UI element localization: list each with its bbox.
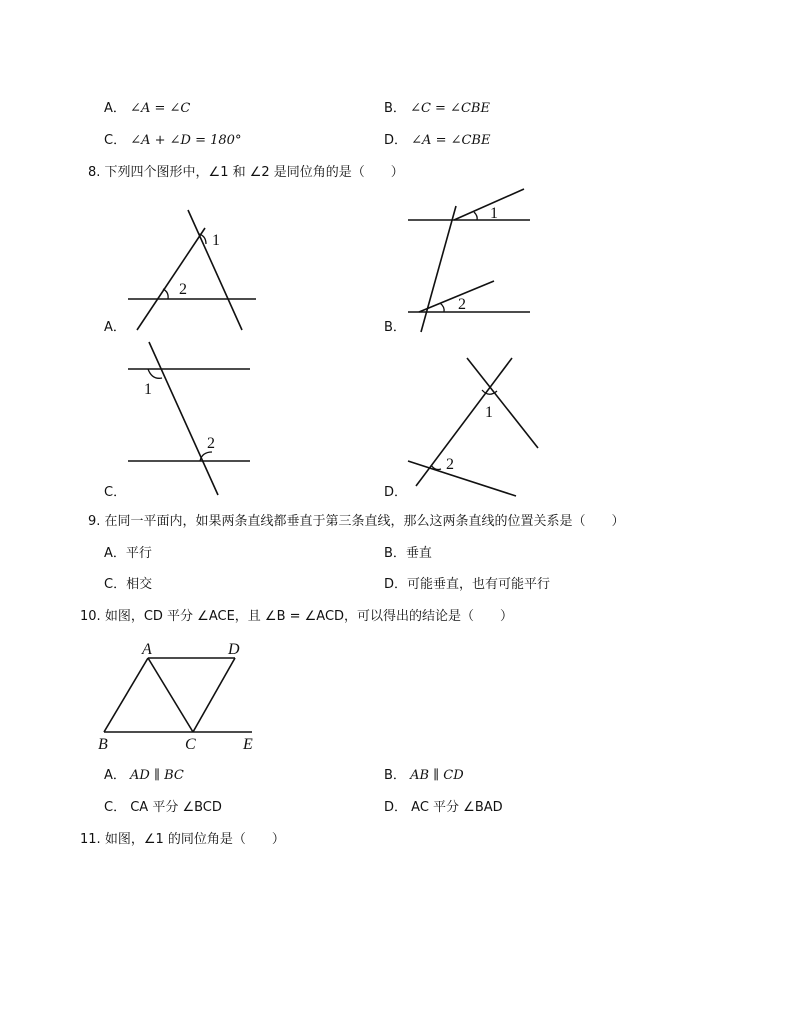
q9-option-b-text: 垂直 — [405, 546, 432, 561]
q10-option-d-label: D． — [384, 800, 408, 815]
q9-stem-text: 在同一平面内，如果两条直线都垂直于第三条直线，那么这两条直线的位置关系是（ ） — [104, 514, 625, 529]
fig-b-angle-2-arc — [440, 303, 444, 312]
q9-option-d[interactable] — [384, 577, 550, 593]
q10-option-d-text: AC 平分 ∠BAD — [411, 800, 503, 815]
fig-b-angle-1-label: 1 — [490, 205, 498, 222]
q10-option-d[interactable] — [384, 800, 503, 816]
fig-b-angle-2-label: 2 — [458, 296, 466, 313]
q7-option-a-text: ∠A = ∠C — [130, 101, 191, 116]
q10-option-b-label: B． — [384, 768, 406, 783]
q8-option-b-label[interactable]: B． — [384, 320, 406, 335]
q10-figure — [98, 641, 253, 753]
fig-c-angle-1-arc — [148, 369, 162, 378]
q9-option-a-label: A． — [104, 546, 126, 561]
q10-number: 10. — [80, 609, 101, 624]
fig-d-angle-2-label: 2 — [446, 456, 454, 473]
fig-d-angle-1-label: 1 — [485, 404, 493, 421]
q8-option-d-label[interactable]: D． — [384, 485, 408, 500]
q11-stem — [80, 832, 285, 848]
q10-option-a[interactable] — [104, 768, 184, 784]
fig-a-angle-2-label: 2 — [179, 281, 187, 298]
q10-stem — [80, 609, 513, 625]
q7-option-b-label: B． — [384, 101, 406, 116]
q8-stem-text: 下列四个图形中，∠1 和 ∠2 是同位角的是（ ） — [104, 165, 404, 180]
q10-segment-cd — [193, 658, 235, 732]
q8-option-c-label[interactable]: C． — [104, 485, 127, 500]
q8-option-a-label[interactable]: A． — [104, 320, 126, 335]
q10-label-d: D — [228, 641, 240, 658]
q10-stem-text: 如图，CD 平分 ∠ACE，且 ∠B = ∠ACD，可以得出的结论是（ ） — [104, 609, 514, 624]
fig-d-line-2 — [416, 358, 512, 486]
q8-figure-b — [408, 189, 530, 332]
fig-a-angle-1-label: 1 — [212, 232, 220, 249]
fig-c-angle-2-label: 2 — [207, 435, 215, 452]
q8-number: 8. — [88, 165, 101, 180]
q10-label-e: E — [243, 736, 253, 753]
fig-b-angle-1-arc — [474, 212, 477, 220]
q10-segment-ac — [148, 658, 193, 732]
fig-a-transversal-2 — [137, 228, 205, 330]
q10-option-a-text: AD ∥ BC — [130, 768, 184, 783]
q10-option-a-label: A． — [104, 768, 126, 783]
q10-option-c-text: CA 平分 ∠BCD — [130, 800, 222, 815]
fig-b-transversal — [421, 206, 456, 332]
q11-number: 11. — [80, 832, 101, 847]
q7-option-b-text: ∠C = ∠CBE — [410, 101, 490, 116]
fig-a-transversal-1 — [188, 210, 242, 330]
q9-option-b-label: B． — [384, 546, 406, 561]
q7-option-c-label: C． — [104, 133, 127, 148]
q7-option-c-text: ∠A + ∠D = 180° — [130, 133, 242, 148]
q9-option-c-text: 相交 — [126, 577, 153, 592]
fig-c-transversal — [149, 342, 218, 495]
fig-c-angle-1-label: 1 — [144, 381, 152, 398]
q9-option-c[interactable] — [104, 577, 152, 593]
q10-segment-ab — [104, 658, 148, 732]
q8-figure-c — [128, 342, 250, 495]
q10-label-b: B — [98, 736, 108, 753]
q9-option-a-text: 平行 — [125, 546, 152, 561]
q10-label-a: A — [142, 641, 152, 658]
q10-option-b-text: AB ∥ CD — [410, 768, 464, 783]
q10-option-b[interactable] — [384, 768, 464, 784]
q9-stem — [88, 514, 625, 530]
q9-option-d-label: D． — [384, 577, 408, 592]
q10-option-c-label: C． — [104, 800, 127, 815]
q8-figure-d — [408, 358, 538, 496]
q7-option-d-label: D． — [384, 133, 408, 148]
q9-option-b[interactable] — [384, 546, 432, 562]
q10-label-c: C — [185, 736, 196, 753]
q9-option-a[interactable] — [104, 546, 152, 562]
fig-d-line-3 — [408, 461, 516, 496]
q7-option-a-label: A． — [104, 101, 126, 116]
q10-option-c[interactable] — [104, 800, 222, 816]
q11-stem-text: 如图，∠1 的同位角是（ ） — [104, 832, 285, 847]
q7-option-d-text: ∠A = ∠CBE — [411, 133, 491, 148]
q9-option-c-label: C． — [104, 577, 127, 592]
fig-b-ray-1 — [454, 189, 524, 220]
q9-option-d-text: 可能垂直，也有可能平行 — [407, 577, 551, 592]
q8-figure-a — [128, 210, 256, 330]
q9-number: 9. — [88, 514, 101, 529]
